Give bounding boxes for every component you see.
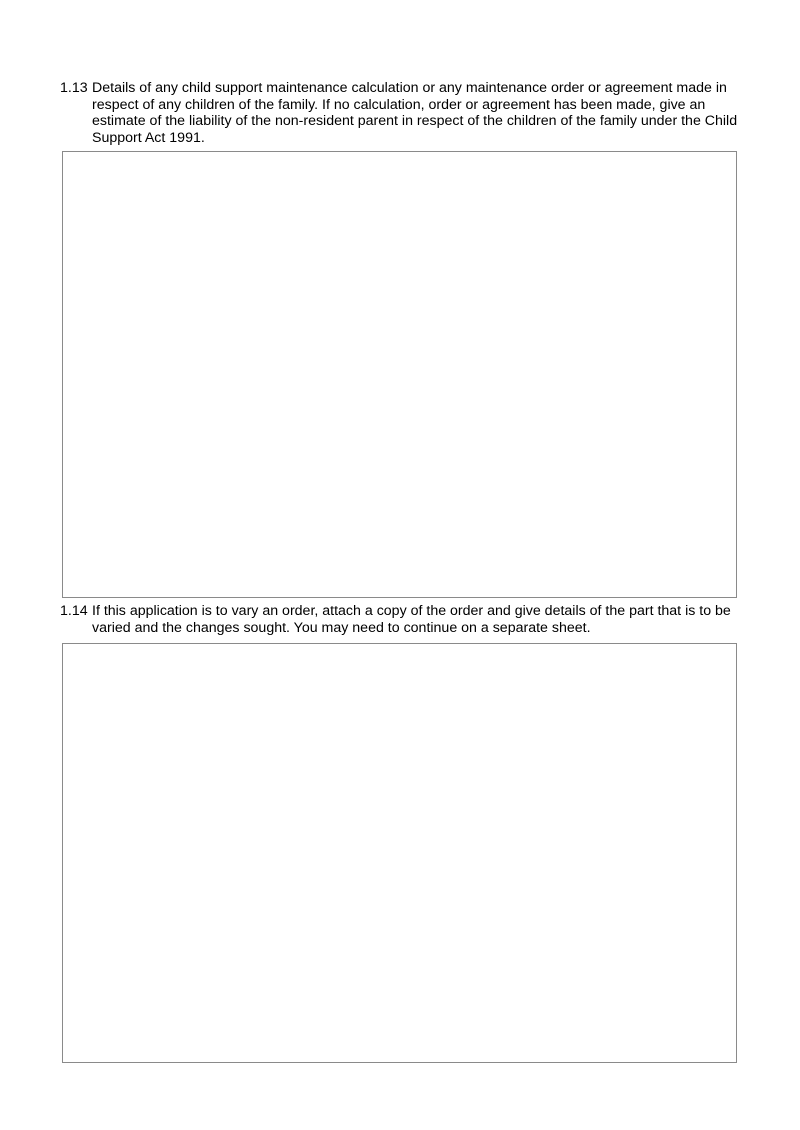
answer-box-1-13[interactable] <box>62 151 737 598</box>
question-number: 1.13 <box>60 80 88 96</box>
question-text: If this application is to vary an order, attach a copy of the order and give details of the part that is to be varied and the changes sought. You may need to continue on a separate sheet. <box>92 603 731 636</box>
question-1-13 <box>60 80 750 146</box>
question-text: Details of any child support maintenance calculation or any maintenance order or agreement made in respect of any children of the family. If no calculation, order or agreement has been made, give an estimate of the liability of the non-resident parent in respect of the children of the family under the Child Support Act 1991. <box>92 80 738 146</box>
answer-box-1-14[interactable] <box>62 643 737 1063</box>
question-number: 1.14 <box>60 603 88 619</box>
question-1-14 <box>60 603 750 636</box>
